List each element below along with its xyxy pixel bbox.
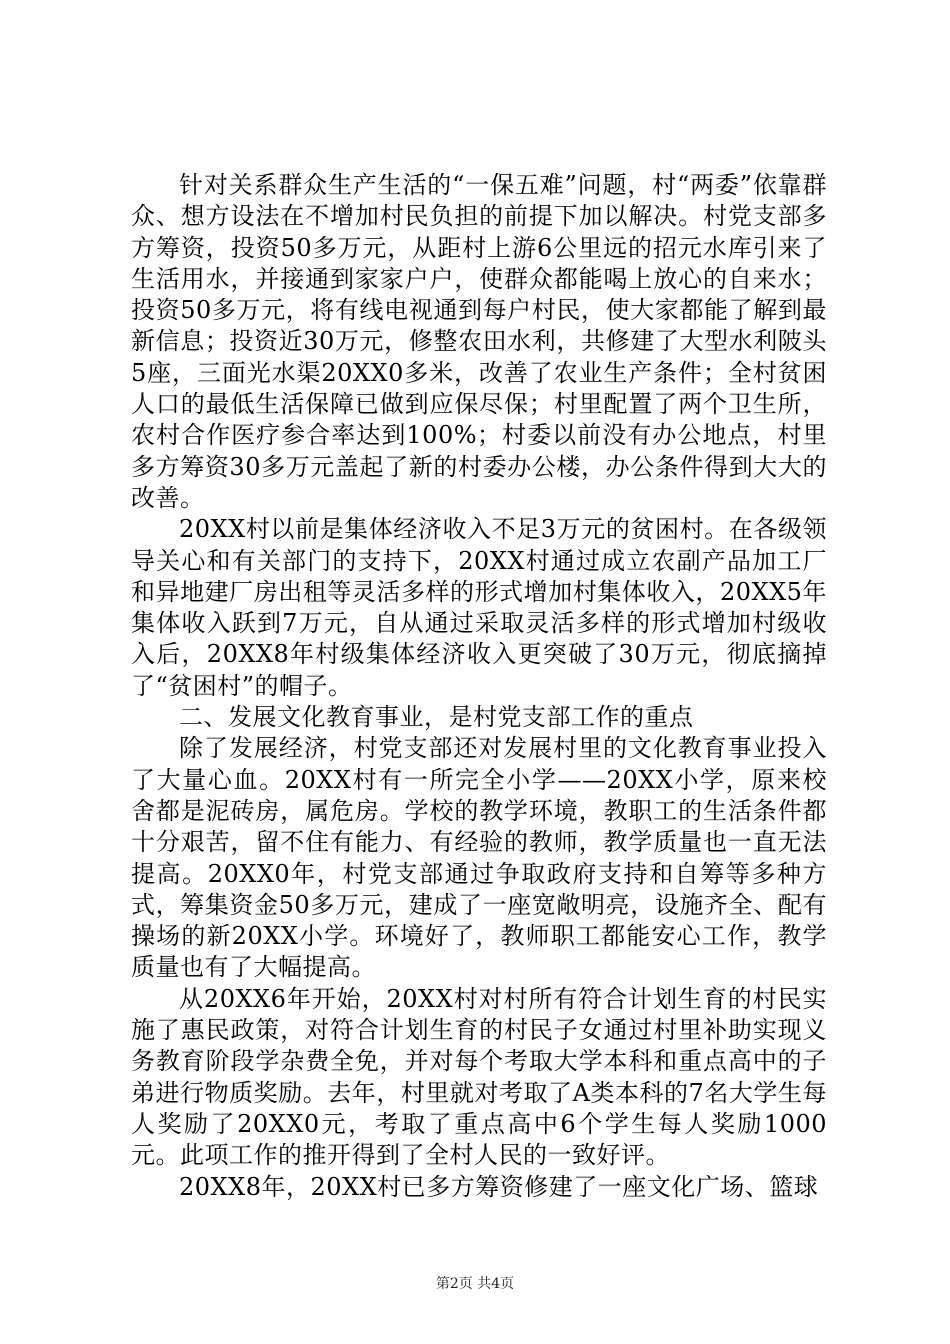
paragraph-culture-square: 20XX8年，20XX村已多方筹资修建了一座文化广场、篮球 (179, 1172, 819, 1201)
page-footer: 第2页 共4页 (435, 1276, 515, 1292)
paragraph-livelihood: 针对关系群众生产生活的“一保五难”问题，村“两委”依靠群众、想方设法在不增加村民负担的前提下加以解决。村党支部多方筹资，投资50多万元，从距村上游6公里远的招元水库引来了生活用水，并接通到家家户户，使群众都能喝上放心的自来水；投资50多万元，将有线电视通到每户村民，使大家都能了解到最新信息；投资近30万元，修整农田水利，共修建了大型水利陂头5座，三面光水渠20XX0多米，改善了农业生产条件；全村贫困人口的最低生活保障已做到应保尽保；村里配置了两个卫生所，农村合作医疗参合率达到100%；村委以前没有办公地点，村里多方筹资30多万元盖起了新的村委办公楼，办公条件得到大大的改善。 (131, 171, 827, 512)
document-body (131, 170, 827, 1203)
section-heading-education: 二、发展文化教育事业，是村党支部工作的重点 (179, 703, 694, 732)
paragraph-incentives: 从20XX6年开始，20XX村对村所有符合计划生育的村民实施了惠民政策，对符合计划生育的村民子女通过村里补助实现义务教育阶段学杂费全免，并对每个考取大学本科和重点高中的子弟进行物质奖励。去年，村里就对考取了A类本科的7名大学生每人奖励了20XX0元，考取了重点高中6个学生每人奖励1000元。此项工作的推开得到了全村人民的一致好评。 (131, 984, 827, 1170)
paragraph-collective-income: 20XX村以前是集体经济收入不足3万元的贫困村。在各级领导关心和有关部门的支持下，20XX村通过成立农副产品加工厂和异地建厂房出租等灵活多样的形式增加村集体收入，20XX5年集体收入跃到7万元，自从通过采取灵活多样的形式增加村级收入后，20XX8年村级集体经济收入更突破了30万元，彻底摘掉了“贫困村”的帽子。 (131, 515, 827, 700)
paragraph-school: 除了发展经济，村党支部还对发展村里的文化教育事业投入了大量心血。20XX村有一所完全小学——20XX小学，原来校舍都是泥砖房，属危房。学校的教学环境，教职工的生活条件都十分艰苦，留不住有能力、有经验的教师，教学质量也一直无法提高。20XX0年，村党支部通过争取政府支持和自筹等多种方式，筹集资金50多万元，建成了一座宽敞明亮，设施齐全、配有操场的新20XX小学。环境好了，教师职工都能安心工作，教学质量也有了大幅提高。 (131, 734, 827, 982)
